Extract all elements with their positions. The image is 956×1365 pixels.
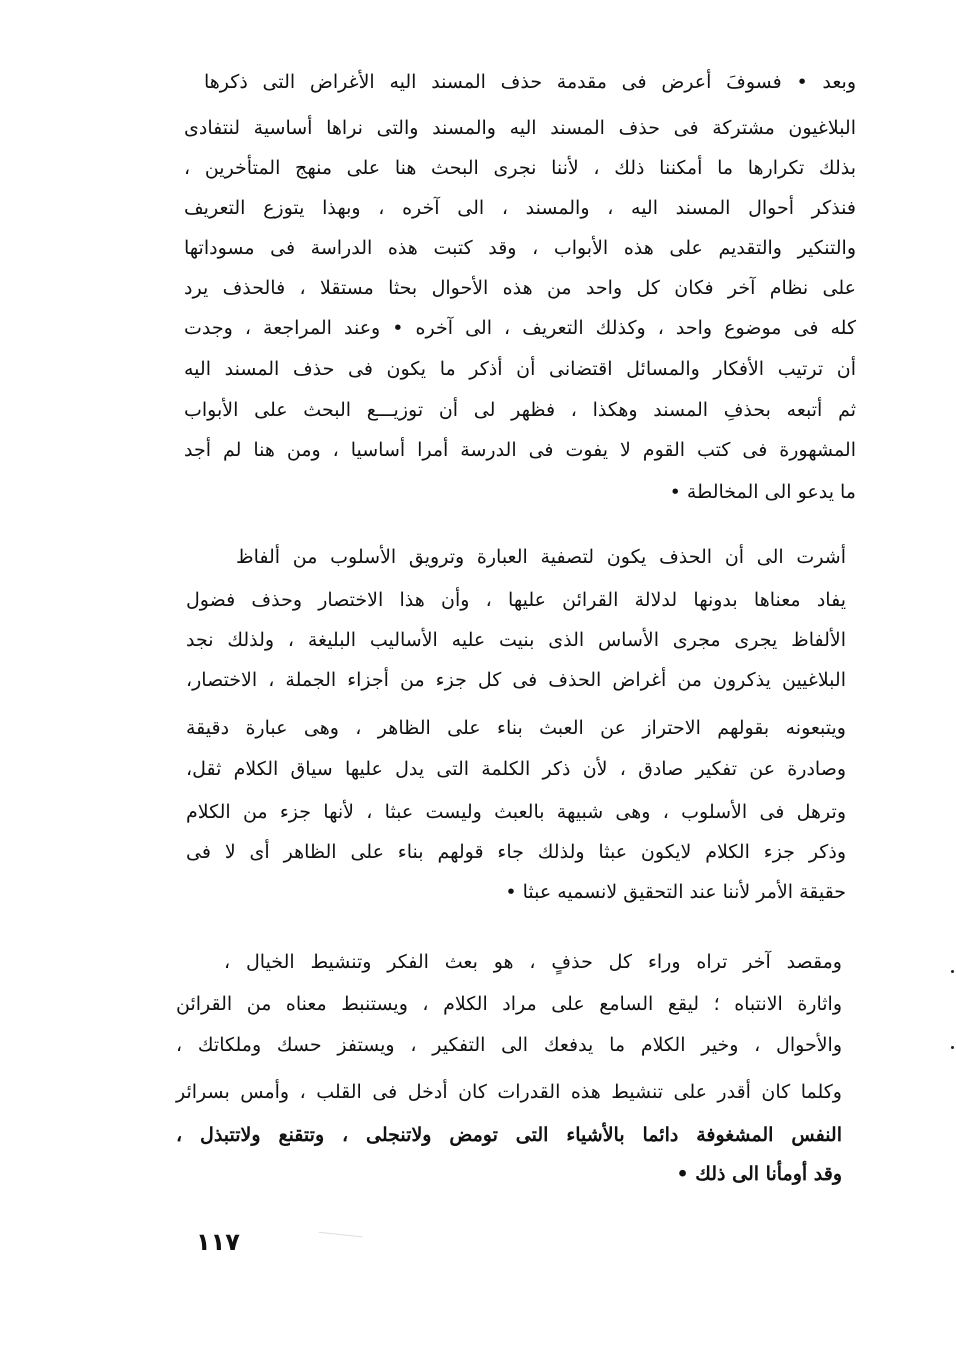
paragraph-line: وترهل فى الأسلوب ، وهى شبيهة بالعبث وليست عبثا ، لأنها جزء من الكلام bbox=[186, 801, 846, 823]
paragraph-line: البلاغيين يذكرون من أغراض الحذف فى كل جزء من أجزاء الجملة ، الاختصار، bbox=[186, 669, 846, 691]
paragraph-line: البلاغيون مشتركة فى حذف المسند اليه والمسند والتى نراها أساسية لنتفادى bbox=[184, 117, 856, 139]
paragraph-line: وبعد • فسوفَ أعرض فى مقدمة حذف المسند اليه الأغراض التى ذكرها bbox=[204, 71, 856, 93]
paragraph-line: النفس المشغوفة دائما بالأشياء التى تومض ولاتنجلى ، وتتقنع ولاتتبذل ، bbox=[176, 1124, 842, 1146]
paragraph-line: ثم أتبعه بحذفِ المسند وهكذا ، فظهر لى أن توزيـــع البحث على الأبواب bbox=[184, 399, 856, 421]
paragraph-line: أن ترتيب الأفكار والمسائل اقتضانى أن أذكر ما يكون فى حذف المسند اليه bbox=[184, 358, 856, 380]
scan-speck bbox=[951, 970, 954, 973]
paragraph-line: حقيقة الأمر لأننا عند التحقيق لانسميه عبثا • bbox=[505, 881, 846, 903]
paragraph-line: ما يدعو الى المخالطة • bbox=[669, 481, 856, 503]
paragraph-line: المشهورة فى كتب القوم لا يفوت فى الدرسة أمرا أساسيا ، ومن هنا لم أجد bbox=[184, 439, 856, 461]
paragraph-line: ومقصد آخر تراه وراء كل حذفٍ ، هو بعث الفكر وتنشيط الخيال ، bbox=[224, 951, 842, 973]
paragraph-line: فنذكر أحوال المسند اليه ، والمسند ، الى آخره ، وبهذا يتوزع التعريف bbox=[184, 197, 856, 219]
paragraph-line: أشرت الى أن الحذف يكون لتصفية العبارة وترويق الأسلوب من ألفاظ bbox=[236, 546, 846, 568]
paragraph-line: وقد أومأنا الى ذلك • bbox=[676, 1163, 842, 1185]
paragraph-line: وكلما كان أقدر على تنشيط هذه القدرات كان أدخل فى القلب ، وأمس بسرائر bbox=[176, 1081, 842, 1103]
paragraph-line: والتنكير والتقديم على هذه الأبواب ، وقد كتبت هذه الدراسة فى مسوداتها bbox=[184, 237, 856, 259]
paragraph-line: الألفاظ يجرى مجرى الأساس الذى بنيت عليه الأساليب البليغة ، ولذلك نجد bbox=[186, 629, 846, 651]
scan-smudge bbox=[318, 1232, 363, 1248]
paragraph-line: وصادرة عن تفكير صادق ، لأن ذكر الكلمة التى يدل عليها سياق الكلام ثقل، bbox=[186, 758, 846, 780]
paragraph-line: كله فى موضوع واحد ، وكذلك التعريف ، الى آخره • وعند المراجعة ، وجدت bbox=[184, 317, 856, 339]
paragraph-line: وذكر جزء الكلام لايكون عبثا ولذلك جاء قولهم بناء على الظاهر أى لا فى bbox=[186, 841, 846, 863]
paragraph-line: ويتبعونه بقولهم الاحتراز عن العبث بناء على الظاهر ، وهى عبارة دقيقة bbox=[186, 717, 846, 739]
paragraph-line: والأحوال ، وخير الكلام ما يدفعك الى التفكير ، ويستفز حسك وملكاتك ، bbox=[176, 1034, 842, 1056]
paragraph-line: يفاد معناها بدونها لدلالة القرائن عليها ، وأن هذا الاختصار وحذف فضول bbox=[186, 589, 846, 611]
scan-speck bbox=[951, 1046, 954, 1049]
paragraph-line: واثارة الانتباه ؛ ليقع السامع على مراد الكلام ، ويستنبط معناه من القرائن bbox=[176, 993, 842, 1015]
page-number: ١١٧ bbox=[196, 1228, 240, 1256]
paragraph-line: بذلك تكرارها ما أمكننا ذلك ، لأننا نجرى البحث هنا على منهج المتأخرين ، bbox=[184, 157, 856, 179]
paragraph-line: على نظام آخر فكان كل واحد من هذه الأحوال بحثا مستقلا ، فالحذف يرد bbox=[184, 277, 856, 299]
